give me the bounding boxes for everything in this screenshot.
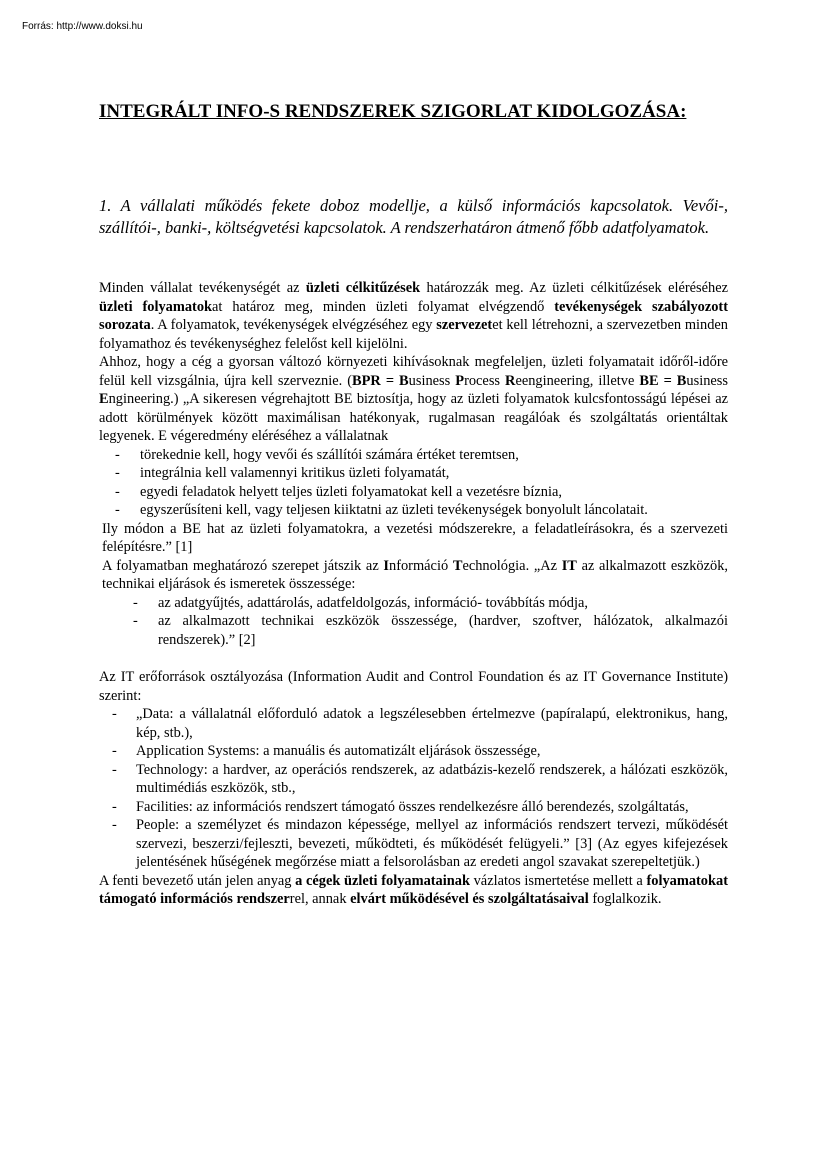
list-item: - egyedi feladatok helyett teljes üzleti folyamatokat kell a vezetésre bíznia, xyxy=(99,483,728,502)
paragraph-gap xyxy=(99,649,728,668)
list-item: - integrálnia kell valamennyi kritikus üzleti folyamatát, xyxy=(99,464,728,483)
paragraph-it-resources: Az IT erőforrások osztályozása (Information Audit and Control Foundation és az IT Governance Institute) szerint: xyxy=(99,669,728,704)
list-item: - Facilities: az információs rendszert támogató összes rendelkezésre álló berendezés, szolgáltatás, xyxy=(99,798,728,817)
list-item: - az adatgyűjtés, adattárolás, adatfeldolgozás, információ- továbbítás módja, xyxy=(99,594,728,613)
list-item: - az alkalmazott technikai eszközök összessége, (hardver, szoftver, hálózatok, alkalmazói rendszerek).” [2] xyxy=(99,612,728,649)
document-body xyxy=(99,279,728,909)
paragraph-intro: Minden vállalat tevékenységét az üzleti célkitűzések határozzák meg. Az üzleti célkitűzések eléréséhez üzleti folyamatokat határoz meg, minden üzleti folyamat elvégzendő tevékenységek szabályozott sorozata. A folyamatok, tevékenységek elvégzéséhez egy szervezetet kell létrehozni, a szervezetben minden folyamathoz és tevékenységhez felelőst kell kijelölni. xyxy=(99,280,729,352)
list-item: - egyszerűsíteni kell, vagy teljesen kiiktatni az üzleti tevékenységek bonyolult láncolatait. xyxy=(99,501,728,520)
paragraph-conclusion: A fenti bevezető után jelen anyag a cégek üzleti folyamatainak vázlatos ismertetése mellett a folyamatokat támogató információs rendszerrel, annak elvárt működésével és szolgáltatásaival foglalkozik. xyxy=(99,872,728,907)
source-note: Forrás: http://www.doksi.hu xyxy=(22,21,143,32)
it-definition-list xyxy=(99,594,728,650)
question-heading: 1. A vállalati működés fekete doboz modellje, a külső információs kapcsolatok. Vevői-, szállítói-, banki-, költségvetési kapcsolatok. A rendszerhatáron átmenő főbb adatfolyamatok. xyxy=(99,196,728,237)
list-item: - People: a személyzet és mindazon képessége, mellyel az információs rendszert tervezi, működését szervezi, beszerzi/fejleszti, bevezeti, működteti, és működését felügyeli.” [3] (Az egyes kifejezések jelentésének hűségének megőrzése miatt a felsorolásban az eredeti angol szavakat szerepeltetjük.) xyxy=(99,816,728,872)
list-item: - törekednie kell, hogy vevői és szállítói számára értéket teremtsen, xyxy=(99,446,728,465)
document-title: INTEGRÁLT INFO-S RENDSZEREK SZIGORLAT KIDOLGOZÁSA: xyxy=(99,101,687,122)
it-resources-list xyxy=(99,705,728,872)
company-goals-list xyxy=(99,446,728,520)
list-item: - „Data: a vállalatnál előforduló adatok a legszélesebben értelmezve (papíralapú, elektronikus, hang, kép, stb.), xyxy=(99,705,728,742)
list-item: - Technology: a hardver, az operációs rendszerek, az adatbázis-kezelő rendszerek, a hálózati eszközök, multimédiás eszközök, stb., xyxy=(99,761,728,798)
paragraph-it: A folyamatban meghatározó szerepet játszik az Információ Technológia. „Az IT az alkalmazott eszközök, technikai eljárások és ismeretek összessége: xyxy=(102,557,728,592)
paragraph-be-effect: Ily módon a BE hat az üzleti folyamatokra, a vezetési módszerekre, a feladatleírásokra, és a szervezeti felépítésre.” [1] xyxy=(102,520,728,555)
list-item: - Application Systems: a manuális és automatizált eljárások összessége, xyxy=(99,742,728,761)
paragraph-bpr: Ahhoz, hogy a cég a gyorsan változó környezeti kihívásoknak megfeleljen, üzleti folyamatait időről-időre felül kell vizsgálnia, újra kell szerveznie. (BPR = Business Process Reengineering, illetve BE = Business Engineering.) „A sikeresen végrehajtott BE biztosítja, hogy az üzleti folyamatok kulcsfontosságú lépései az adott körülmények között maximálisan hatékonyak, rugalmasan reagálóak és szolgáltatás orientáltak legyenek. E végeredmény eléréséhez a vállalatnak xyxy=(99,354,728,444)
